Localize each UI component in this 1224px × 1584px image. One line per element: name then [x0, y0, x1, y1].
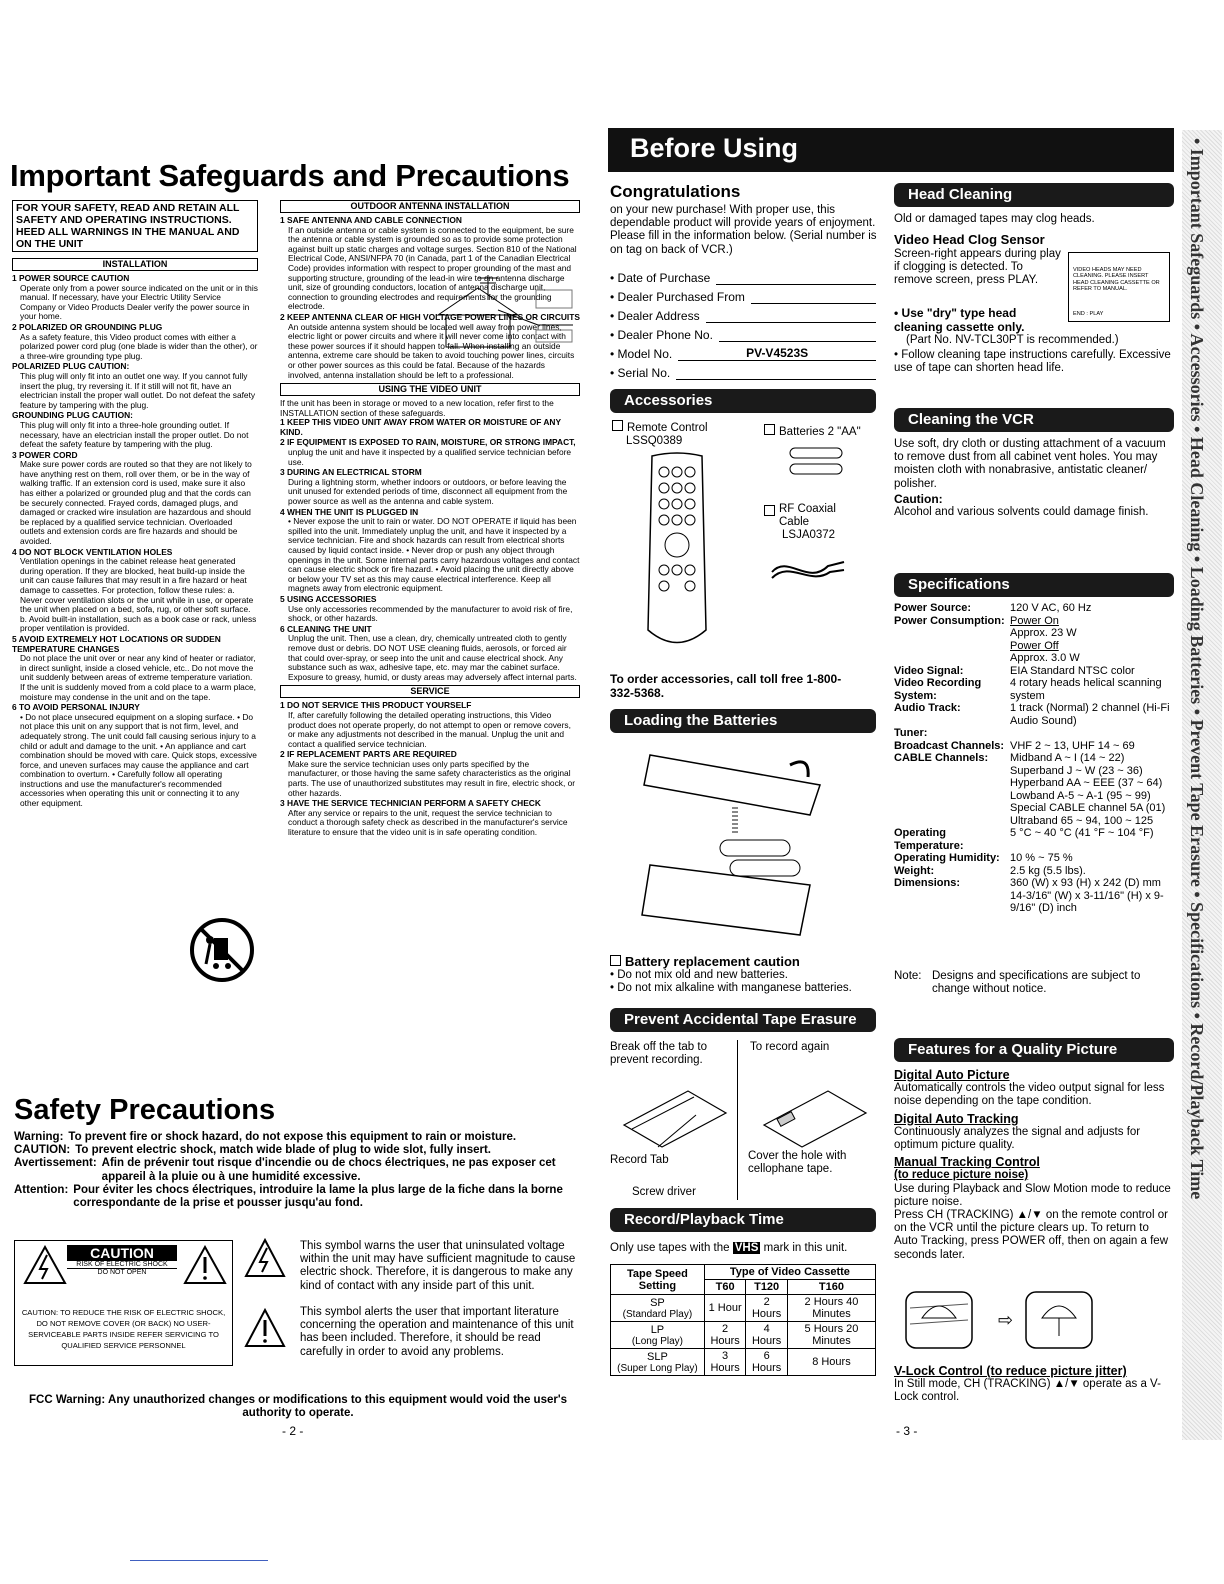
safeguard-item-text: Unplug the unit. Then, use a clean, dry, chemically untreated cloth to gently remove dust or debris. DO NOT USE cleaning fluids, aerosols, or forced air that could over-spray, or seep into the unit and cause electrical shock. Any substance such as wax, adhesive tape, etc. may mar the cabinet surface. Exposure to greasy, humid, or dusty areas may adversely affect internal parts. — [288, 633, 577, 682]
table-row — [611, 1349, 876, 1376]
spec-value: 10 % ~ 75 % — [1010, 852, 1073, 864]
spec-key: Video Recording System: — [894, 677, 982, 702]
spec-key: Dimensions: — [894, 877, 961, 889]
safeguard-item — [280, 595, 580, 624]
safeguard-item-text: Make sure power cords are routed so that they are not likely to have anything rest on them, roll over them, or be in the way of walking traffic. If an extension cord is used, make sure it also has either a polarized or grounded plug and that the cords can be securely connected. Frayed cords, damaged plugs, and damaged or cracked wire insulation are hazardous and should be replaced by a qualified service technician. Overloaded outlets and extension cords are fire hazards and should be avoided. — [20, 459, 252, 547]
acc-batteries-label: Batteries 2 "AA" — [779, 426, 861, 438]
warning-row — [14, 1131, 594, 1144]
spec-row — [894, 752, 1174, 827]
coaxial-cable-image — [768, 552, 848, 586]
prevent-erasure-title: Prevent Accidental Tape Erasure — [624, 1011, 857, 1028]
spec-value: Midband A ~ I (14 ~ 22) Superband J ~ W (23 ~ 36) Hyperband AA ~ EEE (37 ~ 64) Lowband A-5 ~ A-1 (95 ~ 99) Special CABLE channel 5A (01) Ultraband 65 ~ 94, 100 ~ 125 — [1010, 752, 1166, 827]
safeguard-item-title: 2 POLARIZED OR GROUNDING PLUG — [12, 321, 163, 332]
intro-box: FOR YOUR SAFETY, READ AND RETAIN ALL SAFETY AND OPERATING INSTRUCTIONS. HEED ALL WARNINGS IN THE MANUAL AND ON THE UNIT — [12, 200, 258, 252]
dry-note-text: Use "dry" type head cleaning cassette only. — [894, 306, 1025, 334]
safeguard-item-text: This plug will only fit into an outlet one way. If you cannot fully insert the plug, try reversing it. If it still will not fit, have an electrician install the proper wall outlet. Do not defeat the safety feature by tampering with the plug. — [20, 370, 256, 410]
safeguard-item — [280, 468, 580, 506]
svg-text:⇨: ⇨ — [998, 1310, 1014, 1331]
spec-key: Operating Humidity: — [894, 852, 1000, 864]
spec-row — [894, 727, 1174, 740]
purchase-field — [610, 285, 876, 304]
warning-label: Attention: — [14, 1183, 69, 1196]
spec-key: Tuner: — [894, 727, 928, 739]
battery-caution-2-text: Do not mix alkaline with manganese batteries. — [617, 982, 852, 995]
antenna-grounding-diagram — [428, 270, 576, 350]
vhs-logo: VHS — [734, 1242, 759, 1254]
warning-text: To prevent fire or shock hazard, do not expose this equipment to rain or moisture. — [68, 1131, 517, 1143]
acc-rf-label: RF Coaxial Cable — [779, 503, 836, 529]
spec-value: 2.5 kg (5.5 lbs). — [1010, 864, 1086, 877]
spec-value: EIA Standard NTSC color — [1010, 664, 1135, 677]
spec-row — [894, 627, 1174, 640]
dry-note: • Use "dry" type head cleaning cassette only. — [894, 306, 1025, 334]
warning-label: Avertissement: — [14, 1157, 97, 1170]
speed-sub: (Standard Play) — [622, 1308, 693, 1320]
purchase-field-label: • Model No. — [610, 347, 673, 361]
checkbox-icon — [612, 420, 623, 431]
prevent-right-text: To record again — [750, 1041, 830, 1053]
safeguard-item-text: As a safety feature, this Video product comes with either a polarized power cord plug (one blade is wider than the other), or a three-wire grounding type plug. — [20, 331, 258, 361]
speed-name: SP — [650, 1296, 665, 1309]
safeguard-item-text: • Never expose the unit to rain or water. DO NOT OPERATE if liquid has been spilled into the unit. Immediately unplug the unit, and have it inspected by a service technician. Fire and shock hazards can result from electrical shorts caused by liquid contact inside. • Never drop or push any object through openings in the unit. Some internal parts carry hazardous voltages and contact can cause electric shock or fire hazard. • Avoid placing the unit directly above or below your TV set as this may cause electrical interference. Keep all magnets away from electronic equipment. — [288, 516, 580, 594]
speed-cell — [611, 1295, 705, 1322]
purchase-field-value[interactable] — [676, 366, 876, 380]
safeguard-item — [12, 548, 258, 634]
safeguard-item — [280, 508, 580, 594]
acc-rf — [764, 503, 874, 543]
safeguard-item — [280, 701, 580, 749]
spec-key: CABLE Channels: — [894, 752, 989, 764]
specs-list — [894, 602, 1174, 915]
spec-row — [894, 877, 1174, 915]
spec-row — [894, 740, 1174, 753]
clog-screen-text: VIDEO HEADS MAY NEED CLEANING. PLEASE INSERT HEAD CLEANING CASSETTE OR REFER TO MANUAL. — [1073, 267, 1160, 293]
acc-batteries — [764, 424, 861, 439]
table-row — [611, 1295, 876, 1322]
head-intro: Old or damaged tapes may clog heads. — [894, 213, 1095, 225]
safeguard-item-title: GROUNDING PLUG CAUTION: — [12, 410, 133, 421]
exclamation-symbol-icon — [244, 1308, 286, 1348]
side-index-strip — [1182, 130, 1222, 1440]
using-header: USING THE VIDEO UNIT — [280, 383, 580, 396]
exclamation-triangle-icon — [183, 1245, 227, 1285]
safeguard-item-title: 1 POWER SOURCE CAUTION — [12, 273, 130, 283]
spec-value: VHF 2 ~ 13, UHF 14 ~ 69 — [1010, 739, 1135, 752]
order-accessories: To order accessories, call toll free 1-800-332-5368. — [610, 672, 842, 700]
part-no: (Part No. NV-TCL30PT is recommended.) — [906, 334, 1119, 346]
spec-row — [894, 602, 1174, 615]
before-using-title: Before Using — [630, 133, 799, 163]
safeguard-item-text: Use only accessories recommended by the manufacturer to avoid risk of fire, shock, or other hazards. — [288, 603, 573, 624]
safeguard-item-title: 1 KEEP THIS VIDEO UNIT AWAY FROM WATER OR MOISTURE OF ANY KIND. — [280, 417, 561, 437]
spec-value: Power On — [1010, 614, 1059, 627]
time-cell: 2 Hours 40 Minutes — [787, 1295, 875, 1322]
safeguard-item-title: 3 HAVE THE SERVICE TECHNICIAN PERFORM A SAFETY CHECK — [280, 798, 541, 809]
spec-row — [894, 615, 1174, 628]
speed-name: LP — [650, 1323, 665, 1336]
safeguard-item-title: 3 POWER CORD — [12, 449, 78, 460]
safeguard-item-title: 2 IF REPLACEMENT PARTS ARE REQUIRED — [280, 749, 457, 760]
cart-warning-icon — [190, 918, 254, 982]
warning-text: Afin de prévenir tout risque d'incendie ou de chocs électriques, ne pas exposer cet appareil à la pluie ou à une humidité excessive. — [101, 1157, 556, 1183]
installation-list — [12, 274, 258, 809]
prevent-erasure-bar — [610, 1008, 876, 1032]
safeguard-item-title: 2 KEEP ANTENNA CLEAR OF HIGH VOLTAGE POWER LINES OR CIRCUITS — [280, 311, 580, 322]
spec-row — [894, 677, 1174, 702]
header-speed: Tape Speed Setting — [611, 1265, 705, 1295]
record-intro-a: Only use tapes with the — [610, 1242, 730, 1254]
safeguard-item — [280, 750, 580, 798]
safeguard-item-title: 6 TO AVOID PERSONAL INJURY — [12, 702, 140, 713]
safeguard-item — [12, 323, 258, 361]
time-cell: 8 Hours — [787, 1349, 875, 1376]
caution-label-box — [14, 1240, 233, 1366]
warning-row — [14, 1157, 594, 1183]
specifications-title: Specifications — [908, 576, 1010, 593]
warning-label: Warning: — [14, 1131, 64, 1143]
safeguard-item-text: Ventilation openings in the cabinet release heat generated during operation. If they are blocked, heat build-up inside the unit can cause failures that may result in a fire hazard or heat damage to cassettes. For protection, follow these rules: a. Never cover ventilation slots or the unit while in use, or operate the unit when placed on a bed, sofa, rug, or other soft surface. b. Avoid built-in installation, such as a book case or rack, unless proper ventilation is provided. — [20, 556, 257, 634]
clog-title: Video Head Clog Sensor — [894, 232, 1045, 247]
clog-text: Screen-right appears during play if clogging is detected. To remove screen, press PLAY. — [894, 248, 1061, 287]
purchase-fields — [610, 266, 876, 380]
header-cassette: T60 — [704, 1280, 746, 1295]
feature-3-title: Manual Tracking Control — [894, 1155, 1040, 1170]
spec-key: Operating Temperature: — [894, 827, 964, 852]
header-cassette: T160 — [787, 1280, 875, 1295]
specifications-bar — [894, 573, 1174, 597]
speed-cell — [611, 1322, 705, 1349]
purchase-field-value[interactable] — [716, 271, 876, 285]
battery-caution-heading: Battery replacement caution — [625, 954, 800, 969]
purchase-field-value[interactable] — [706, 309, 876, 323]
spec-row — [894, 827, 1174, 852]
safeguard-item — [280, 625, 580, 683]
safeguard-item-title: 4 WHEN THE UNIT IS PLUGGED IN — [280, 506, 419, 517]
remote-control-image — [644, 450, 710, 655]
page-number-right: - 3 - — [896, 1424, 918, 1438]
header-cassette: T120 — [746, 1280, 788, 1295]
loading-title: Loading the Batteries — [624, 712, 778, 729]
service-list — [280, 701, 580, 837]
checkbox-icon — [764, 505, 775, 516]
caution-label-header — [67, 1245, 177, 1276]
purchase-field-value[interactable]: PV-V4523S — [678, 346, 876, 361]
prevent-divider — [737, 1040, 738, 1200]
safeguard-item-title: 4 DO NOT BLOCK VENTILATION HOLES — [12, 546, 173, 557]
time-cell: 3 Hours — [704, 1349, 746, 1376]
symbol1-text: This symbol warns the user that uninsulated voltage within the unit may have sufficient magnitude to cause electric shock. Therefore, it is dangerous to make any kind of contact with any inside part of this unit. — [300, 1240, 576, 1292]
before-using-banner — [608, 128, 1174, 172]
time-cell: 2 Hours — [746, 1295, 788, 1322]
features-bar — [894, 1038, 1174, 1062]
safeguard-item-text: Do not place the unit over or near any kind of heater or radiator, in direct sunlight, inside a closed vehicle, etc.. Do not move the unit suddenly between areas of extreme temperature variation. If the unit is suddenly moved from a cold place to a warm place, moisture may condense in the unit and on the tape. — [20, 653, 257, 702]
safeguard-item-title: 1 DO NOT SERVICE THIS PRODUCT YOURSELF — [280, 700, 472, 711]
page-number-left: - 2 - — [282, 1424, 304, 1438]
caution-label-body: CAUTION: TO REDUCE THE RISK OF ELECTRIC SHOCK, DO NOT REMOVE COVER (OR BACK) NO USER-SERVICEABLE PARTS INSIDE REFER SERVICING TO QUALIFIED SERVICE PERSONNEL — [21, 1308, 226, 1350]
feature-4-text: In Still mode, CH (TRACKING) ▲/▼ operate as a V-Lock control. — [894, 1378, 1161, 1404]
safeguard-item-title: 3 DURING AN ELECTRICAL STORM — [280, 467, 422, 478]
safeguard-item — [12, 411, 258, 449]
safeguard-item — [280, 418, 580, 437]
battery-caution-1-text: Do not mix old and new batteries. — [617, 969, 788, 981]
spec-key: Video Signal: — [894, 664, 964, 677]
features-list — [894, 1069, 1174, 1262]
safeguard-item-title: 5 USING ACCESSORIES — [280, 593, 377, 604]
spec-row — [894, 652, 1174, 665]
spec-key: Power Consumption: — [894, 614, 1005, 627]
picture-noise-diagram — [900, 1290, 1100, 1352]
purchase-field-label: • Dealer Address — [610, 309, 700, 323]
record-playback-bar — [610, 1208, 876, 1232]
safeguards-column-1 — [12, 200, 258, 810]
footer-link[interactable] — [130, 1560, 268, 1561]
spec-value: Approx. 23 W — [1010, 627, 1077, 639]
spec-row — [894, 865, 1174, 878]
safeguard-item-text: • Do not place unsecured equipment on a sloping surface. • Do not place this unit on any support that is not firm, level, and adequately strong. The unit could fall causing serious injury to a child or adult and damage to the unit. • An appliance and cart combination should be moved with care. Quick stops, excessive force, and uneven surfaces may cause the appliance and cart combination to overturn. • Carefully follow all operating instructions and use the manufacturer's recommended accessories when operating this unit or connecting it to any other equipment. — [20, 711, 257, 809]
purchase-field-label: • Dealer Purchased From — [610, 290, 745, 304]
feature-3-text: Use during Playback and Slow Motion mode to reduce picture noise. — [894, 1182, 1171, 1208]
fcc-warning: FCC Warning: Any unauthorized changes or modifications to this equipment would void the user's authority to operate. — [29, 1394, 567, 1420]
time-cell: 5 Hours 20 Minutes — [787, 1322, 875, 1349]
spec-note-text: Designs and specifications are subject to change without notice. — [932, 970, 1141, 996]
feature-3-sub: (to reduce picture noise) — [894, 1169, 1029, 1182]
warning-label: CAUTION: — [14, 1144, 71, 1157]
spec-value: Power Off — [1010, 639, 1059, 652]
safeguard-item-title: 2 IF EQUIPMENT IS EXPOSED TO RAIN, MOISTURE, OR STRONG IMPACT, — [280, 437, 576, 448]
warning-row — [14, 1184, 594, 1210]
spec-value: 120 V AC, 60 Hz — [1010, 602, 1092, 614]
purchase-field-label: • Serial No. — [610, 366, 671, 380]
prevent-left-text: Break off the tab to prevent recording. — [610, 1041, 707, 1067]
follow-note-text: Follow cleaning tape instructions carefully. Excessive use of tape can shorten head life. — [894, 349, 1171, 375]
record-playback-title: Record/Playback Time — [624, 1211, 784, 1228]
feature-2-title: Digital Auto Tracking — [894, 1111, 1019, 1126]
safeguard-item-text: Operate only from a power source indicated on the unit or in this manual. If necessary, have your Electric Utility Service Company or Video Products Dealer verify the power source in your home. — [20, 282, 258, 322]
spec-key — [894, 640, 1010, 653]
installation-header: INSTALLATION — [12, 258, 258, 271]
safeguard-item — [12, 703, 258, 809]
spec-key: Broadcast Channels: — [894, 739, 1005, 752]
safeguard-item-title: 5 AVOID EXTREMELY HOT LOCATIONS OR SUDDEN TEMPERATURE CHANGES — [12, 633, 221, 654]
safeguard-item — [12, 451, 258, 547]
safeguard-item-text: After any service or repairs to the unit, request the service technician to conduct a thorough safety check as described in the manufacturer's service literature to ensure that the video unit is in safe operating condition. — [288, 807, 568, 838]
safeguard-item-text: If an outside antenna or cable system is connected to the equipment, be sure the antenna or cable system is grounded so as to provide some protection against built up static charges and voltage surges. Section 810 of the National Electrical Code, ANSI/NFPA 70 (in Canada, part 1 of the Canadian Electrical Code) provides information with respect to proper grounding of the mast and supporting structure, grounding of the lead-in wire to an antenna discharge unit, size of grounding conductors, location of antenna discharge unit, connection to grounding electrodes and requirements for the grounding electrode. — [288, 224, 577, 312]
spec-key: Audio Track: — [894, 702, 961, 714]
using-list — [280, 418, 580, 682]
safeguard-item-text: During a lightning storm, whether indoors or outdoors, or before leaving the unit unused for extended periods of time, disconnect all equipment from the power source as well as the antenna and cable system. — [288, 476, 568, 507]
purchase-field — [610, 342, 876, 361]
speed-cell — [611, 1349, 705, 1376]
battery-caution-title — [610, 954, 884, 969]
cleaning-caution-word: Caution: — [894, 492, 943, 506]
feature-4 — [894, 1365, 1174, 1405]
symbol2-text: This symbol alerts the user that important literature concerning the operation and maintenance of this unit has been included. Therefore, it should be read carefully in order to avoid any problems. — [300, 1306, 574, 1358]
congratulations-text: on your new purchase! With proper use, this dependable product will provide years of enjoyment. Please fill in the information below. (Serial number is on tag on back of VCR.) — [610, 204, 877, 256]
head-cleaning-bar — [894, 183, 1174, 207]
checkbox-icon — [764, 424, 775, 435]
clog-screen-end: END : PLAY — [1073, 311, 1104, 317]
spec-row — [894, 852, 1174, 865]
safeguard-item-text: This plug will only fit into a three-hole grounding outlet. If necessary, have an electrician install the proper outlet. Do not defeat the safety feature by tampering with the plug. — [20, 419, 249, 450]
battery-caution-2: • Do not mix alkaline with manganese batteries. — [610, 982, 852, 995]
features-title: Features for a Quality Picture — [908, 1041, 1118, 1058]
accessories-bar — [610, 389, 876, 413]
follow-note: • Follow cleaning tape instructions carefully. Excessive use of tape can shorten head life. — [894, 349, 1171, 375]
safeguard-item — [280, 438, 580, 467]
time-cell: 1 Hour — [704, 1295, 746, 1322]
head-cleaning-title: Head Cleaning — [908, 186, 1013, 203]
header-type: Type of Video Cassette — [704, 1265, 875, 1280]
warning-text: Pour éviter les chocs électriques, introduire la lame la plus large de la fiche dans la borne correspondante de la prise et pousser jusqu'au fond. — [73, 1183, 563, 1210]
purchase-field — [610, 323, 876, 342]
acc-remote-label: Remote Control — [627, 422, 708, 434]
lightning-triangle-icon — [23, 1245, 67, 1285]
acc-remote-part: LSSQ0389 — [626, 435, 683, 448]
cassette-tab-diagram-left — [618, 1085, 730, 1155]
spec-value — [1010, 727, 1174, 740]
spec-row — [894, 665, 1174, 678]
side-index-text: • Important Safeguards • Accessories • Head Cleaning • Loading Batteries • Prevent Tape Erasure • Specifications • Record/Playback Time — [1187, 138, 1207, 1200]
safeguard-item — [280, 799, 580, 837]
warning-row — [14, 1144, 594, 1157]
cleaning-title: Cleaning the VCR — [908, 411, 1034, 428]
cover-hole-label: Cover the hole with cellophane tape. — [748, 1150, 847, 1176]
table-header-row — [611, 1265, 876, 1280]
outdoor-header: OUTDOOR ANTENNA INSTALLATION — [280, 200, 580, 213]
acc-remote — [612, 420, 708, 448]
purchase-field — [610, 304, 876, 323]
spec-note — [894, 970, 1174, 996]
safeguard-item-text: If, after carefully following the detailed operating instructions, this Video product does not operate properly, do not attempt to open or remove covers, or make any adjustments not described in the manual. Unplug the unit and contact a qualified service technician. — [288, 709, 571, 749]
safety-precautions-title: Safety Precautions — [14, 1094, 276, 1126]
speed-name: SLP — [647, 1350, 668, 1363]
purchase-field — [610, 361, 876, 380]
purchase-field-value[interactable] — [751, 290, 876, 304]
acc-rf-part: LSJA0372 — [782, 529, 836, 542]
spec-note-label: Note: — [894, 970, 922, 982]
checkbox-icon — [610, 955, 621, 966]
cassette-tab-diagram-right — [758, 1085, 870, 1155]
spec-value: 4 rotary heads helical scanning system — [1010, 677, 1162, 702]
lightning-symbol-icon — [244, 1238, 286, 1278]
screw-driver-label: Screw driver — [632, 1186, 696, 1198]
spec-value: 360 (W) x 93 (H) x 242 (D) mm 14-3/16" (W) x 3-11/16" (H) x 9-9/16" (D) inch — [1010, 877, 1164, 914]
safeguard-item-text: An outside antenna system should be located well away from power lines, electric light or power circuits and where it will never come into contact with these power sources if it should happen to fall. When installing an outside antenna, extreme care should be taken to avoid touching power lines, circuits or other power sources as this could be fatal. Because of the hazards involved, antenna installation should be left to a professional. — [288, 321, 575, 380]
record-tab-label: Record Tab — [610, 1154, 669, 1166]
caution-risk: RISK OF ELECTRIC SHOCK — [67, 1261, 177, 1269]
spec-value: Approx. 3.0 W — [1010, 652, 1080, 664]
battery-caution-1: • Do not mix old and new batteries. — [610, 969, 788, 981]
batteries-image — [786, 444, 846, 480]
feature-4-title: V-Lock Control (to reduce picture jitter) — [894, 1364, 1127, 1378]
time-cell: 4 Hours — [746, 1322, 788, 1349]
cleaning-bar — [894, 408, 1174, 432]
cleaning-caution-text: Alcohol and various solvents could damage finish. — [894, 506, 1149, 518]
record-intro-b: mark in this unit. — [763, 1242, 848, 1254]
service-header: SERVICE — [280, 685, 580, 698]
safeguard-item-title: 1 SAFE ANTENNA AND CABLE CONNECTION — [280, 215, 462, 225]
battery-loading-diagram — [640, 745, 836, 945]
caution-do-not-open: DO NOT OPEN — [97, 1269, 147, 1276]
accessories-title: Accessories — [624, 392, 713, 409]
time-cell: 2 Hours — [704, 1322, 746, 1349]
speed-sub: (Long Play) — [631, 1335, 683, 1347]
using-intro: If the unit has been in storage or moved to a new location, refer first to the INSTALLATION section of these safeguards. — [280, 398, 554, 418]
warning-text: To prevent electric shock, match wide blade of plug to wide slot, fully insert. — [75, 1144, 491, 1157]
spec-value: 1 track (Normal) 2 channel (Hi-Fi Audio Sound) — [1010, 702, 1170, 727]
safeguard-item-title: 6 CLEANING THE UNIT — [280, 623, 372, 634]
spec-key — [894, 627, 1010, 640]
safeguard-item — [12, 635, 258, 702]
congratulations-title: Congratulations — [610, 182, 741, 201]
feature-3-text2: Press CH (TRACKING) ▲/▼ on the remote control or on the VCR until the picture clears up. To return to Auto Tracking, press POWER off, then on again a few seconds later. — [894, 1209, 1169, 1261]
caution-word: CAUTION — [67, 1245, 177, 1261]
spec-value: 5 °C ~ 40 °C (41 °F ~ 104 °F) — [1010, 827, 1154, 839]
spec-key: Weight: — [894, 864, 935, 877]
left-title: Important Safeguards and Precautions — [10, 158, 570, 193]
time-cell: 6 Hours — [746, 1349, 788, 1376]
feature-1-title: Digital Auto Picture — [894, 1068, 1010, 1082]
feature-1-text: Automatically controls the video output signal for less noise depending on the tape condition. — [894, 1082, 1165, 1108]
table-row — [611, 1322, 876, 1349]
cleaning-text: Use soft, dry cloth or dusting attachment of a vacuum to remove dust from all cabinet vent holes. You may moisten cloth with nonabrasive, antistatic cleaner/ polisher. — [894, 438, 1166, 490]
purchase-field-label: • Date of Purchase — [610, 271, 711, 285]
speed-sub: (Super Long Play) — [617, 1362, 698, 1374]
spec-key — [894, 652, 1010, 665]
purchase-field — [610, 266, 876, 285]
spec-key: Power Source: — [894, 602, 972, 614]
safeguard-item-title: POLARIZED PLUG CAUTION: — [12, 361, 130, 372]
record-intro — [610, 1242, 847, 1255]
record-time-table — [610, 1264, 876, 1376]
feature-2-text: Continuously analyzes the signal and adjusts for optimum picture quality. — [894, 1125, 1141, 1152]
warnings-block — [14, 1131, 594, 1210]
clog-screen — [1068, 252, 1170, 322]
safeguard-item — [12, 274, 258, 322]
safeguard-item-text: Make sure the service technician uses only parts specified by the manufacturer, or those having the same safety characteristics as the original parts. The use of unauthorized substitutes may result in fire, electric shock, or other hazards. — [288, 758, 576, 798]
battery-caution — [610, 954, 884, 995]
loading-bar — [610, 709, 876, 733]
safeguard-item-text: unplug the unit and have it inspected by a qualified service technician before use. — [288, 447, 572, 467]
spec-row — [894, 702, 1174, 727]
spec-row — [894, 640, 1174, 653]
purchase-field-value[interactable] — [719, 328, 876, 342]
purchase-field-label: • Dealer Phone No. — [610, 328, 713, 342]
safeguard-item — [12, 362, 258, 410]
